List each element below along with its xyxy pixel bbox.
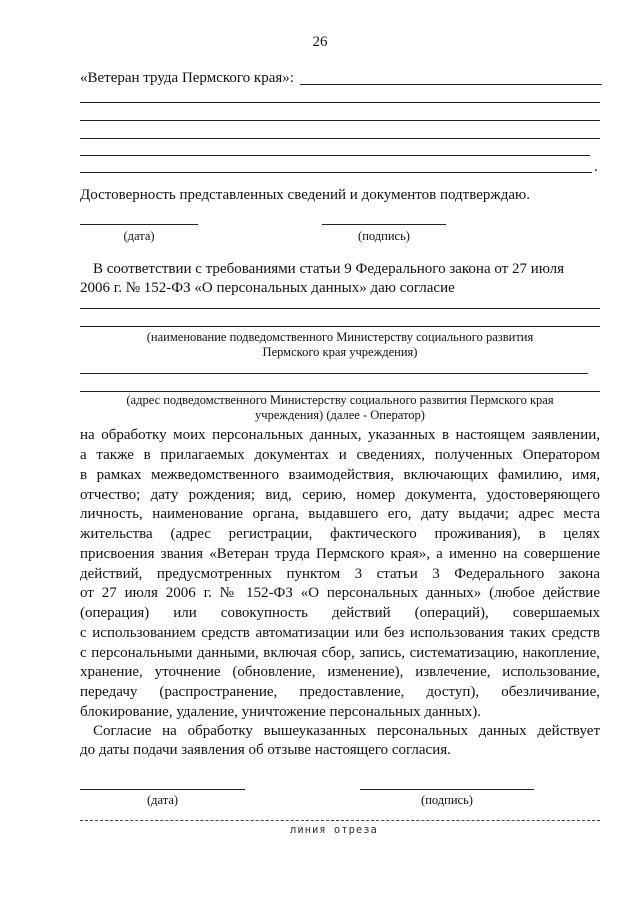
consent-body-line-6: жительства (адрес регистрации, фактического проживания), в целях [80, 526, 600, 542]
veteran-input-line-4[interactable] [80, 138, 600, 139]
trailing-dot: . [594, 159, 598, 175]
veteran-input-line-2[interactable] [80, 102, 600, 103]
address-input-line-2[interactable] [80, 391, 600, 392]
consent-body-line-7: присвоения звания «Ветеран труда Пермского края», а именно на совершение [80, 546, 600, 562]
institution-input-line-1[interactable] [80, 308, 600, 309]
date-caption-2: (дата) [146, 793, 179, 807]
veteran-input-line-5[interactable] [80, 155, 590, 156]
page-number: 26 [312, 34, 328, 50]
confirm-statement: Достоверность представленных сведений и документов подтверждаю. [80, 187, 530, 203]
consent-body-line-13: хранение, уточнение (обновление, изменение), извлечение, использование, [80, 664, 600, 680]
signature-caption-1: (подпись) [358, 229, 410, 243]
date-line-2[interactable] [80, 789, 245, 790]
validity-line-2: до даты подачи заявления об отзыве настоящего согласия. [80, 742, 451, 758]
cut-line [80, 820, 600, 821]
address-caption-1: (адрес подведомственного Министерству социального развития Пермского края [126, 393, 554, 407]
consent-intro-line-1: В соответствии с требованиями статьи 9 Федерального закона от 27 июля [93, 261, 564, 277]
date-line-1[interactable] [80, 224, 198, 225]
signature-line-2[interactable] [360, 789, 534, 790]
institution-input-line-2[interactable] [80, 326, 600, 327]
veteran-input-line-3[interactable] [80, 120, 600, 121]
consent-body-line-3: в рамках межведомственного взаимодействия, включающих фамилию, имя, [80, 467, 600, 483]
consent-body-line-15: блокирование, удаление, уничтожение персональных данных). [80, 704, 482, 720]
validity-line-1: Согласие на обработку вышеуказанных персональных данных действует [93, 723, 600, 739]
institution-caption-2: Пермского края учреждения) [262, 345, 418, 359]
date-caption-1: (дата) [123, 229, 155, 243]
cut-line-label: линия отреза [290, 824, 378, 836]
consent-body-line-14: передачу (распространение, предоставление, доступ), обезличивание, [80, 684, 600, 700]
consent-body-line-8: действий, предусмотренных пунктом 3 статьи 3 Федерального закона [80, 566, 600, 582]
consent-body-line-1: на обработку моих персональных данных, указанных в настоящем заявлении, [80, 427, 600, 443]
address-input-line-1[interactable] [80, 373, 588, 374]
veteran-input-line-1[interactable] [300, 84, 602, 85]
consent-body-line-2: а также в прилагаемых документах и сведениях, полученных Оператором [80, 447, 600, 463]
signature-line-1[interactable] [322, 224, 446, 225]
veteran-title-label: «Ветеран труда Пермского края»: [80, 70, 294, 86]
consent-intro-line-2: 2006 г. № 152-ФЗ «О персональных данных» даю согласие [80, 280, 455, 296]
consent-body-line-5: личность, наименование органа, выдавшего его, дату выдачи; адрес места [80, 506, 600, 522]
consent-body-line-4: отчество; дату рождения; вид, серию, номер документа, удостоверяющего [80, 487, 600, 503]
consent-body-line-10: (операция) или совокупность действий (операций), совершаемых [80, 605, 600, 621]
address-caption-2: учреждения) (далее - Оператор) [255, 408, 425, 422]
consent-body-line-12: с персональными данными, включая сбор, запись, систематизацию, накопление, [80, 645, 600, 661]
institution-caption-1: (наименование подведомственного Министерству социального развития [146, 330, 534, 344]
veteran-input-line-6[interactable] [80, 172, 592, 173]
signature-caption-2: (подпись) [421, 793, 473, 807]
consent-body-line-9: от 27 июля 2006 г. № 152-ФЗ «О персональных данных» (любое действие [80, 585, 600, 601]
consent-body-line-11: с использованием средств автоматизации или без использования таких средств [80, 625, 600, 641]
